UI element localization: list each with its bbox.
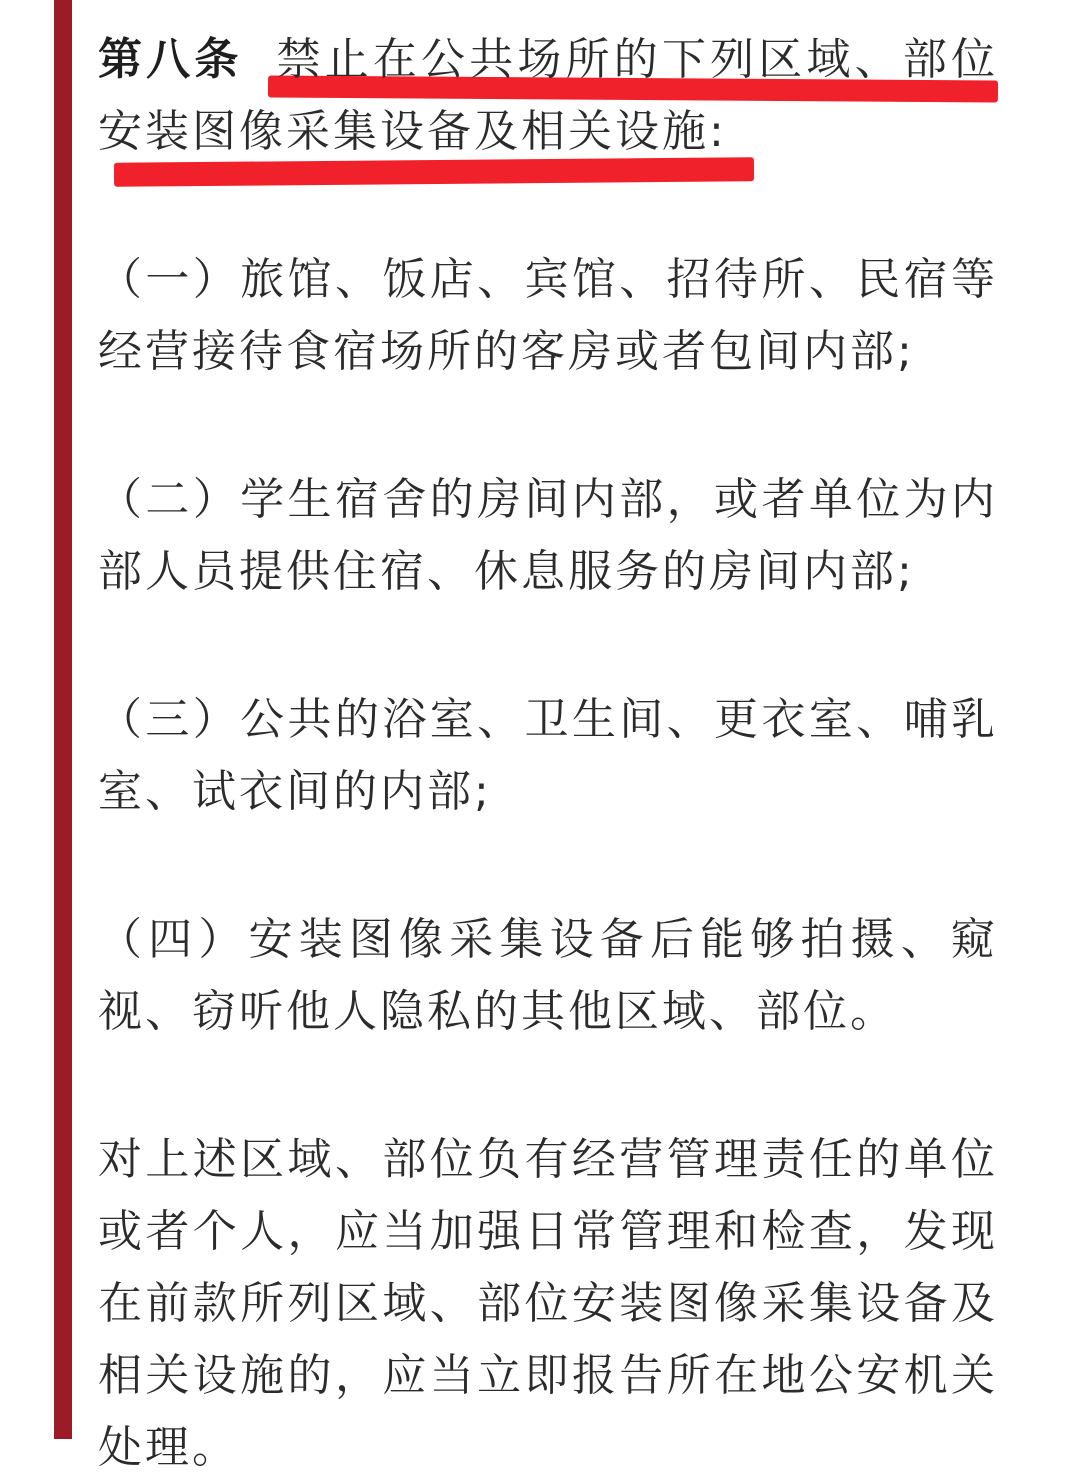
item-2-line-2: 部人员提供住宿、休息服务的房间内部; [98, 546, 915, 597]
article-heading [98, 24, 998, 168]
closing-line-1: 对上述区域、部位负有经营管理责任的单位 [98, 1134, 998, 1185]
heading-line-1 [98, 24, 998, 96]
intro-line-2: 安装图像采集设备及相关设施: [98, 106, 727, 157]
item-4-line-2: 视、窃听他人隐私的其他区域、部位。 [98, 986, 897, 1037]
article-body [98, 24, 998, 1484]
intro-line-1: 禁止在公共场所的下列区域、部位 [276, 34, 999, 85]
article-number: 第八条 [98, 34, 243, 85]
list-item [98, 464, 998, 608]
closing-line-5: 处理。 [98, 1422, 239, 1473]
item-3-line-1: （三）公共的浴室、卫生间、更衣室、哺乳 [98, 694, 998, 745]
item-1-line-2: 经营接待食宿场所的客房或者包间内部; [98, 326, 915, 377]
item-1-line-1: （一）旅馆、饭店、宾馆、招待所、民宿等 [98, 254, 998, 305]
item-4-line-1: （四）安装图像采集设备后能够拍摄、窥 [98, 914, 998, 965]
list-item [98, 684, 998, 828]
closing-line-2: 或者个人，应当加强日常管理和检查，发现 [98, 1206, 998, 1257]
list-item [98, 904, 998, 1048]
closing-line-3: 在前款所列区域、部位安装图像采集设备及 [98, 1278, 998, 1329]
left-accent-bar [54, 0, 72, 1439]
item-3-line-2: 室、试衣间的内部; [98, 766, 492, 817]
item-2-line-1: （二）学生宿舍的房间内部，或者单位为内 [98, 474, 998, 525]
list-item [98, 244, 998, 388]
closing-line-4: 相关设施的，应当立即报告所在地公安机关 [98, 1350, 998, 1401]
closing-paragraph [98, 1124, 998, 1484]
